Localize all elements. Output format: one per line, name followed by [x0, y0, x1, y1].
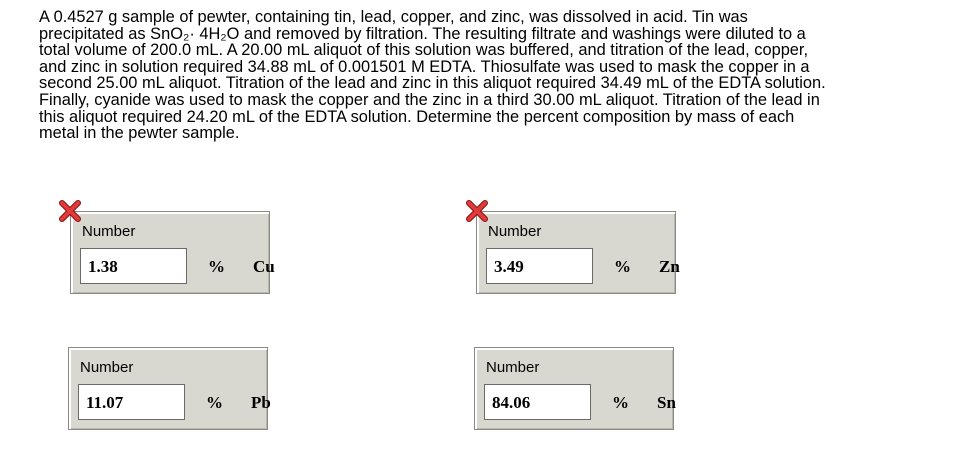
answer-box-cu	[70, 211, 275, 294]
problem-line: A 0.4527 g sample of pewter, containing tin, lead, copper, and zinc, was dissolved in acid. Tin was	[39, 8, 748, 26]
element-symbol-cu: Cu	[253, 257, 275, 276]
element-symbol-pb: Pb	[251, 393, 271, 412]
percent-unit: %	[612, 393, 629, 412]
problem-line: second 25.00 mL aliquot. Titration of the lead and zinc in this aliquot required 34.49 mL of the EDTA solution.	[39, 74, 826, 93]
problem-line: total volume of 200.0 mL. A 20.00 mL aliquot of this solution was buffered, and titration of the lead, copper,	[39, 41, 809, 60]
number-label: Number	[80, 359, 134, 376]
number-label: Number	[82, 223, 136, 240]
number-label: Number	[486, 359, 540, 376]
percent-unit: %	[206, 393, 223, 412]
problem-line: precipitated as SnO₂· 4H₂O and removed by filtration. The resulting filtrate and washings were diluted to a	[39, 24, 806, 43]
problem-line: this aliquot required 24.20 mL of the EDTA solution. Determine the percent composition by mass of each	[39, 107, 795, 126]
problem-line: Finally, cyanide was used to mask the copper and the zinc in a third 30.00 mL aliquot. Titration of the lead in	[39, 90, 820, 109]
number-label: Number	[488, 223, 542, 240]
incorrect-x-icon	[57, 198, 83, 224]
percent-unit: %	[208, 257, 225, 276]
answer-box-zn	[476, 211, 680, 294]
element-symbol-zn: Zn	[659, 257, 680, 276]
answer-box-pb	[68, 347, 271, 430]
answer-input-cu[interactable]: 1.38	[80, 248, 187, 284]
answer-input-sn[interactable]: 84.06	[484, 384, 591, 420]
problem-line: and zinc in solution required 34.88 mL of 0.001501 M EDTA. Thiosulfate was used to mask the copper in a	[39, 57, 810, 76]
percent-unit: %	[614, 257, 631, 276]
answer-input-zn[interactable]: 3.49	[486, 248, 593, 284]
problem-statement	[39, 9, 951, 142]
element-symbol-sn: Sn	[657, 393, 676, 412]
answer-input-pb[interactable]: 11.07	[78, 384, 185, 420]
incorrect-x-icon	[464, 198, 490, 224]
answer-box-sn	[474, 347, 674, 430]
problem-line: metal in the pewter sample.	[39, 124, 240, 143]
